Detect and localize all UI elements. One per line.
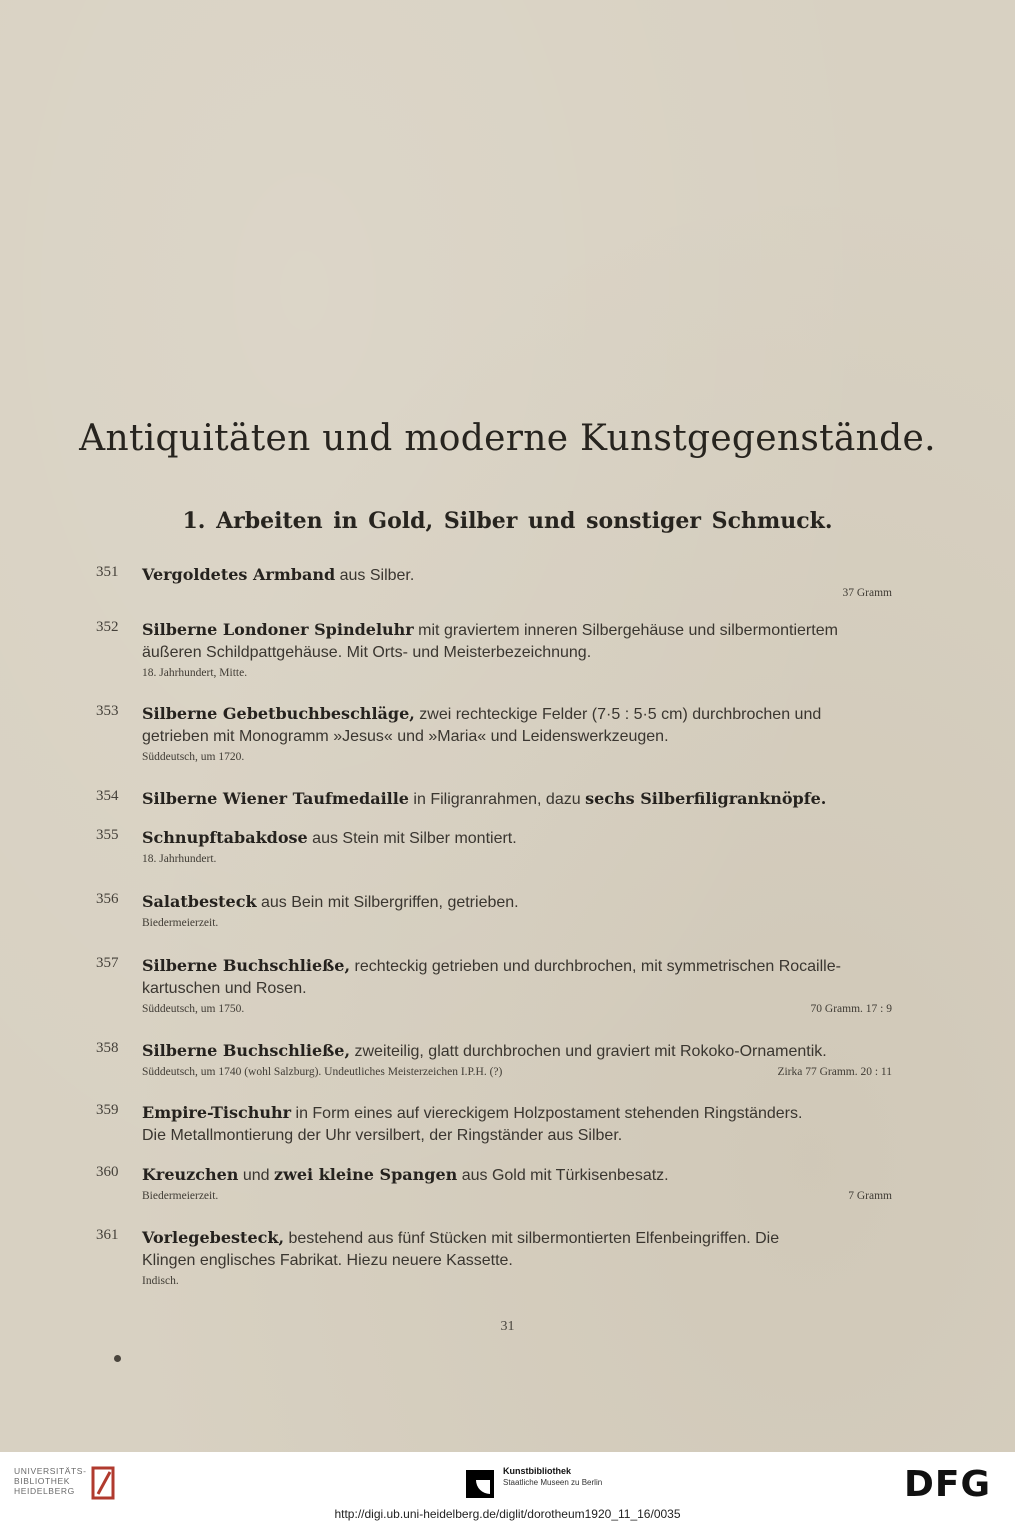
entry-title: Silberne Buchschließe,	[142, 1041, 351, 1060]
entry-description: Silberne Wiener Taufmedaille in Filigranrahmen, dazu sechs Silberfiligranknöpfe.	[142, 789, 827, 808]
entry-number: 351	[96, 564, 119, 580]
entry-description: Empire-Tischuhr in Form eines auf viereckigem Holzpostament stehenden Ringständers.	[142, 1103, 803, 1122]
entry-title: Silberne Wiener Taufmedaille	[142, 789, 409, 808]
entry-number: 354	[96, 788, 119, 804]
dfg-logo: DFG	[904, 1464, 992, 1505]
entry-weight: 37 Gramm	[842, 587, 892, 599]
entry-title: Vergoldetes Armband	[142, 565, 336, 584]
entry-title: Salatbesteck	[142, 892, 257, 911]
entry-number: 359	[96, 1102, 119, 1118]
entry-note: Biedermeierzeit.	[142, 917, 219, 929]
entry-note: Süddeutsch, um 1720.	[142, 751, 245, 763]
entry-number: 356	[96, 891, 119, 907]
entry-number: 358	[96, 1040, 119, 1056]
entry-number: 355	[96, 827, 119, 843]
entry-title: Empire-Tischuhr	[142, 1103, 292, 1122]
digitization-footer	[0, 1452, 1015, 1526]
entry-number: 361	[96, 1227, 119, 1243]
entry-title: Schnupftabakdose	[142, 828, 308, 847]
entry-title: Silberne Buchschließe,	[142, 956, 351, 975]
university-logo-icon	[90, 1464, 120, 1504]
entry-description: Silberne Gebetbuchbeschläge, zwei rechteckige Felder (7·5 : 5·5 cm) durchbrochen und	[142, 704, 822, 723]
entry-note: Süddeutsch, um 1750. 70 Gramm. 17 : 9	[142, 1000, 892, 1018]
source-url-link[interactable]: http://digi.ub.uni-heidelberg.de/diglit/dorotheum1920_11_16/0035	[334, 1507, 681, 1521]
entry-description: Silberne Buchschließe, rechteckig getrieben und durchbrochen, mit symmetrischen Rocaille-	[142, 956, 841, 975]
entry-description: Schnupftabakdose aus Stein mit Silber montiert.	[142, 828, 517, 847]
entry-description: Silberne Buchschließe, zweiteilig, glatt durchbrochen und graviert mit Rokoko-Ornamentik.	[142, 1041, 827, 1060]
main-title: Antiquitäten und moderne Kunstgegenstände.	[79, 418, 936, 459]
entry-description-line2: äußeren Schildpattgehäuse. Mit Orts- und Meisterbezeichnung.	[142, 644, 592, 661]
page-number: 31	[500, 1319, 515, 1334]
entry-title-2: zwei kleine Spangen	[274, 1165, 458, 1184]
entry-description: Kreuzchen und zwei kleine Spangen aus Gold mit Türkisenbesatz.	[142, 1165, 669, 1184]
entry-note: Indisch.	[142, 1275, 179, 1287]
entry-number: 352	[96, 619, 119, 635]
entry-description: Vergoldetes Armband aus Silber.	[142, 565, 415, 584]
entry-note: Biedermeierzeit. 7 Gramm	[142, 1187, 892, 1205]
entry-title-2: sechs Silberfiligranknöpfe.	[585, 789, 827, 808]
ink-spot	[114, 1355, 121, 1362]
entry-description: Silberne Londoner Spindeluhr mit graviertem inneren Silbergehäuse und silbermontiertem	[142, 620, 838, 639]
entry-description-line2: getrieben mit Monogramm »Jesus« und »Maria« und Leidenswerkzeugen.	[142, 728, 669, 745]
section-title: 1. Arbeiten in Gold, Silber und sonstiger Schmuck.	[182, 508, 833, 534]
entry-number: 360	[96, 1164, 119, 1180]
entry-title: Vorlegebesteck,	[142, 1228, 285, 1247]
entry-note: 18. Jahrhundert.	[142, 853, 217, 865]
entry-title: Kreuzchen	[142, 1165, 239, 1184]
entry-weight: 7 Gramm	[848, 1190, 892, 1202]
entry-note: Süddeutsch, um 1740 (wohl Salzburg). Undeutliches Meisterzeichen I.P.H. (?) Zirka 77 Gramm. 20 : 11	[142, 1063, 892, 1081]
university-library-label: UNIVERSITÄTS- BIBLIOTHEK HEIDELBERG	[14, 1466, 87, 1496]
entry-description-line2: kartuschen und Rosen.	[142, 980, 307, 997]
entry-note: 18. Jahrhundert, Mitte.	[142, 667, 248, 679]
kunstbibliothek-logo-icon	[466, 1470, 494, 1498]
kunstbibliothek-label: Kunstbibliothek Staatliche Museen zu Berlin	[503, 1466, 603, 1487]
entry-number: 353	[96, 703, 119, 719]
entry-weight: Zirka 77 Gramm. 20 : 11	[777, 1066, 892, 1078]
entry-description: Vorlegebesteck, bestehend aus fünf Stücken mit silbermontierten Elfenbeingriffen. Die	[142, 1228, 780, 1247]
entry-weight: 70 Gramm. 17 : 9	[810, 1003, 892, 1015]
entry-description-line2: Klingen englisches Fabrikat. Hiezu neuere Kassette.	[142, 1252, 513, 1269]
entry-number: 357	[96, 955, 119, 971]
entry-title: Silberne Gebetbuchbeschläge,	[142, 704, 415, 723]
entry-title: Silberne Londoner Spindeluhr	[142, 620, 414, 639]
entry-description: Salatbesteck aus Bein mit Silbergriffen, getrieben.	[142, 892, 519, 911]
entry-description-line2: Die Metallmontierung der Uhr versilbert, der Ringständer aus Silber.	[142, 1127, 623, 1144]
